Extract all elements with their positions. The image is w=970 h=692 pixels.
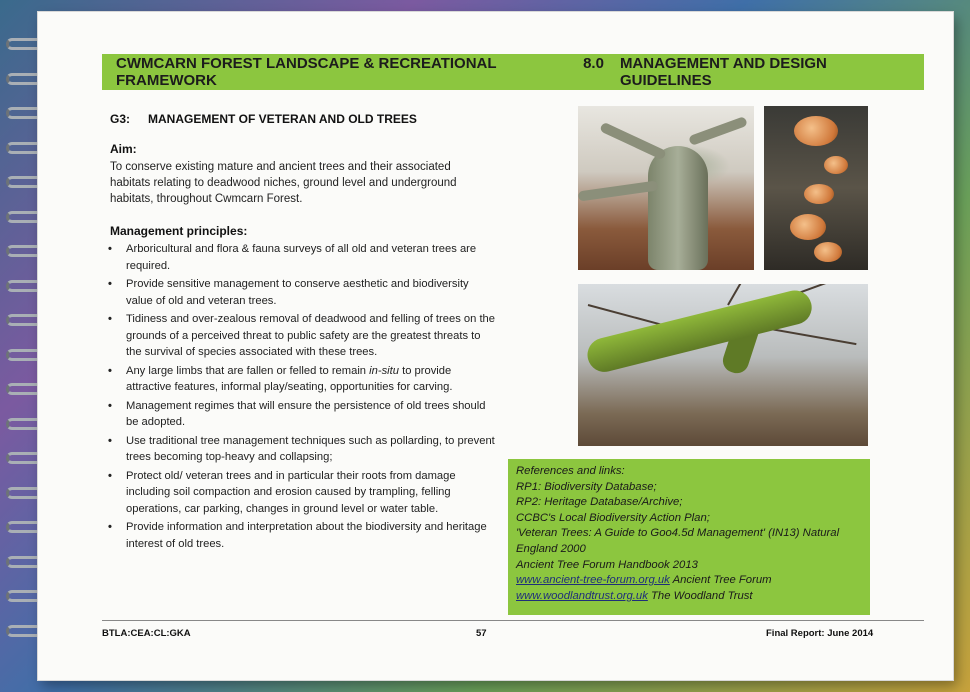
list-item: • Provide information and interpretation about the biodiversity and heritage interest of old trees.: [108, 519, 498, 552]
reference-line: RP1: Biodiversity Database;: [516, 480, 657, 493]
reference-link-row: [516, 573, 862, 589]
list-item: • Provide sensitive management to conserve aesthetic and biodiversity value of old and veteran trees.: [108, 276, 498, 309]
reference-line: CCBC's Local Biodiversity Action Plan;: [516, 511, 710, 524]
guideline-title: MANAGEMENT OF VETERAN AND OLD TREES: [148, 112, 417, 126]
mossy-limb-photo: [578, 284, 868, 446]
reference-line: England 2000: [516, 542, 586, 555]
references-box: [508, 459, 870, 615]
twig: [588, 304, 666, 327]
references-title: References and links:: [516, 465, 625, 477]
reference-line: Ancient Tree Forum Handbook 2013: [516, 558, 698, 571]
link-label: The Woodland Trust: [651, 589, 753, 602]
reference-line: 'Veteran Trees: A Guide to Goo4.5d Management' (IN13) Natural: [516, 527, 840, 540]
fungus: [794, 116, 838, 146]
principles-list: [108, 241, 498, 554]
tree-branch: [578, 180, 658, 201]
section-heading: [583, 55, 910, 89]
list-item: • Arboricultural and flora & fauna surveys of all old and veteran trees are required.: [108, 241, 498, 274]
reference-link-row: [516, 589, 862, 605]
principles-label: Management principles:: [110, 224, 248, 238]
aim-label: Aim:: [110, 142, 137, 156]
section-title: MANAGEMENT AND DESIGN GUIDELINES: [619, 55, 827, 89]
fungus: [814, 242, 842, 262]
tree-trunk: [648, 146, 708, 270]
footer-rule: [102, 620, 924, 621]
guideline-heading: [110, 112, 417, 126]
section-number: 8.0: [583, 55, 604, 72]
list-item: • Use traditional tree management techniques such as pollarding, to prevent trees becoming top-heavy and collapsing;: [108, 433, 498, 466]
tree-branch: [688, 116, 748, 146]
fungus: [790, 214, 826, 240]
list-item: • Tidiness and over-zealous removal of deadwood and felling of trees on the grounds of a perceived threat to public safety are the greatest threats to the survival of species associated with these trees.: [108, 311, 498, 361]
woodland-trust-link[interactable]: www.woodlandtrust.org.uk: [516, 589, 648, 602]
aim-text: To conserve existing mature and ancient trees and their associated habitats relating to deadwood niches, ground level and underground habitats, throughout Cwmcarn Forest.: [110, 161, 457, 205]
bracket-fungus-photo: [764, 106, 868, 270]
guideline-code: G3:: [110, 112, 131, 126]
framework-title: CWMCARN FOREST LANDSCAPE & RECREATIONAL FRAMEWORK: [116, 55, 497, 89]
tree-branch: [599, 122, 667, 161]
list-item: • Protect old/ veteran trees and in particular their roots from damage including soil compaction and erosion caused by trampling, felling operations, car parking, changes in ground level or water table.: [108, 468, 498, 518]
fungus: [804, 184, 834, 204]
list-item: • Management regimes that will ensure the persistence of old trees should be adopted.: [108, 398, 498, 431]
page-number: 57: [476, 628, 487, 639]
list-item-text: to provide attractive features, informal play/seating, opportunities for carving.: [126, 364, 453, 393]
list-item: [108, 363, 498, 396]
header-banner: [102, 54, 924, 90]
veteran-tree-photo: [578, 106, 754, 270]
reference-line: RP2: Heritage Database/Archive;: [516, 496, 683, 509]
footer-report-date: Final Report: June 2014: [766, 628, 874, 639]
ancient-tree-forum-link[interactable]: www.ancient-tree-forum.org.uk: [516, 574, 670, 587]
document-page: [38, 12, 953, 680]
fungus: [824, 156, 848, 174]
list-item-italic: in-situ: [369, 364, 399, 377]
footer-reference: BTLA:CEA:CL:GKA: [102, 628, 191, 639]
list-item-text: Any large limbs that are fallen or felled to remain: [126, 364, 370, 377]
link-label: Ancient Tree Forum: [672, 574, 772, 587]
